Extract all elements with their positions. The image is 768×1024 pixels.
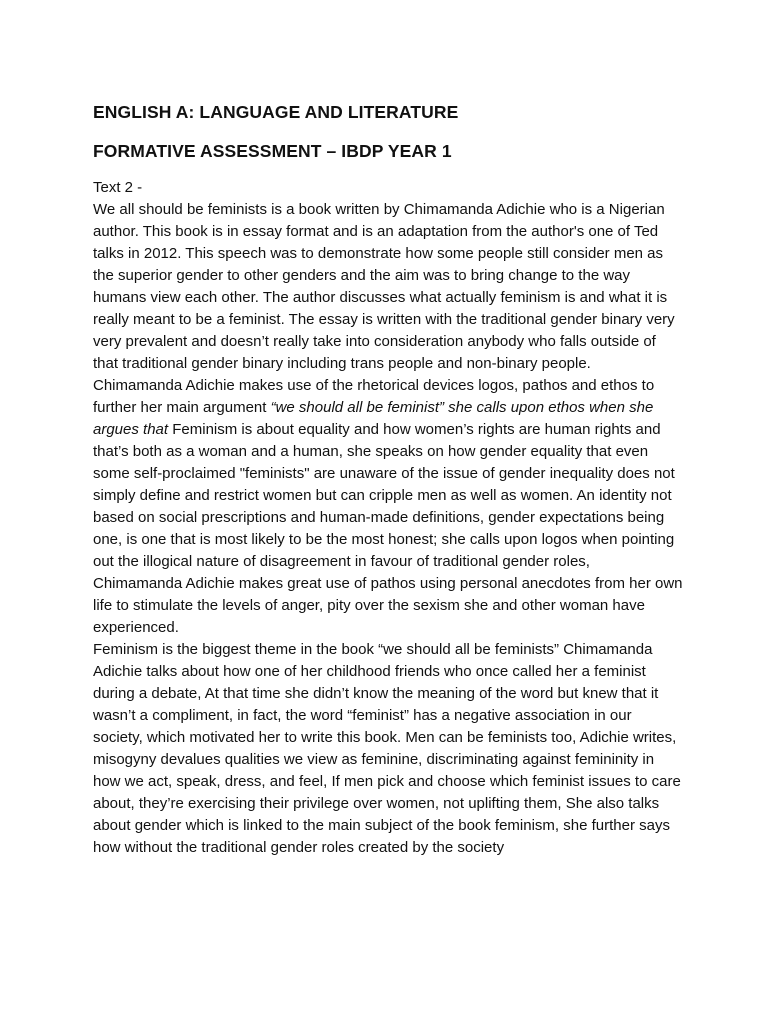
paragraph-1-text-a: We all should be feminists is a book written by Chimamanda Adichie who is a Nigerian author. This book is in essay format and is an adaptation from the author's one of Ted talks in 2012. This speech was to demonstrate how some people still consider men as the superior gender to other genders and the aim was to bring change to the way humans view each other. The author discusses what actually feminism is and what it is really meant to be a feminist. The essay is written with the traditional gender binary very very prevalent and doesn’t really take into consideration anybody who falls outside of that traditional gender binary including trans people and non-binary people. Chimamanda Adichie makes use of the rhetorical devices logos, pathos and ethos to further her main argument [93, 201, 675, 416]
assessment-title: FORMATIVE ASSESSMENT – IBDP YEAR 1 [93, 141, 452, 161]
document-page [93, 100, 683, 859]
course-title: ENGLISH A: LANGUAGE AND LITERATURE [93, 102, 459, 122]
body-paragraph-1 [93, 199, 683, 639]
paragraph-1-text-b: Feminism is about equality and how women’s rights are human rights and that’s both as a woman and a human, she speaks on how gender equality that even some self-proclaimed "feminists" are unaware of the issue of gender inequality does not simply define and restrict women but can cripple men as well as women. An identity not based on social prescriptions and human-made definitions, gender expectations being one, is one that is most likely to be the most honest; she calls upon logos when pointing out the illogical nature of disagreement in favour of traditional gender roles, Chimamanda Adichie makes great use of pathos using personal anecdotes from her own life to stimulate the levels of anger, pity over the sexism she and other woman have experienced. [93, 421, 683, 636]
section-label: Text 2 - [93, 179, 143, 196]
paragraph-1-italic-quote: “we should all be feminist” she calls upon ethos when she argues that [93, 399, 654, 438]
body-paragraph-2: Feminism is the biggest theme in the book “we should all be feminists” Chimamanda Adichie talks about how one of her childhood friends who once called her a feminist during a debate, At that time she didn’t know the meaning of the word but knew that it wasn’t a compliment, in fact, the word “feminist” has a negative association in our society, which motivated her to write this book. Men can be feminists too, Adichie writes, misogyny devalues qualities we view as feminine, discriminating against femininity in how we act, speak, dress, and feel, If men pick and choose which feminist issues to care about, they’re exercising their privilege over women, not uplifting them, She also talks about gender which is linked to the main subject of the book feminism, she further says how without the traditional gender roles created by the society [93, 641, 681, 856]
